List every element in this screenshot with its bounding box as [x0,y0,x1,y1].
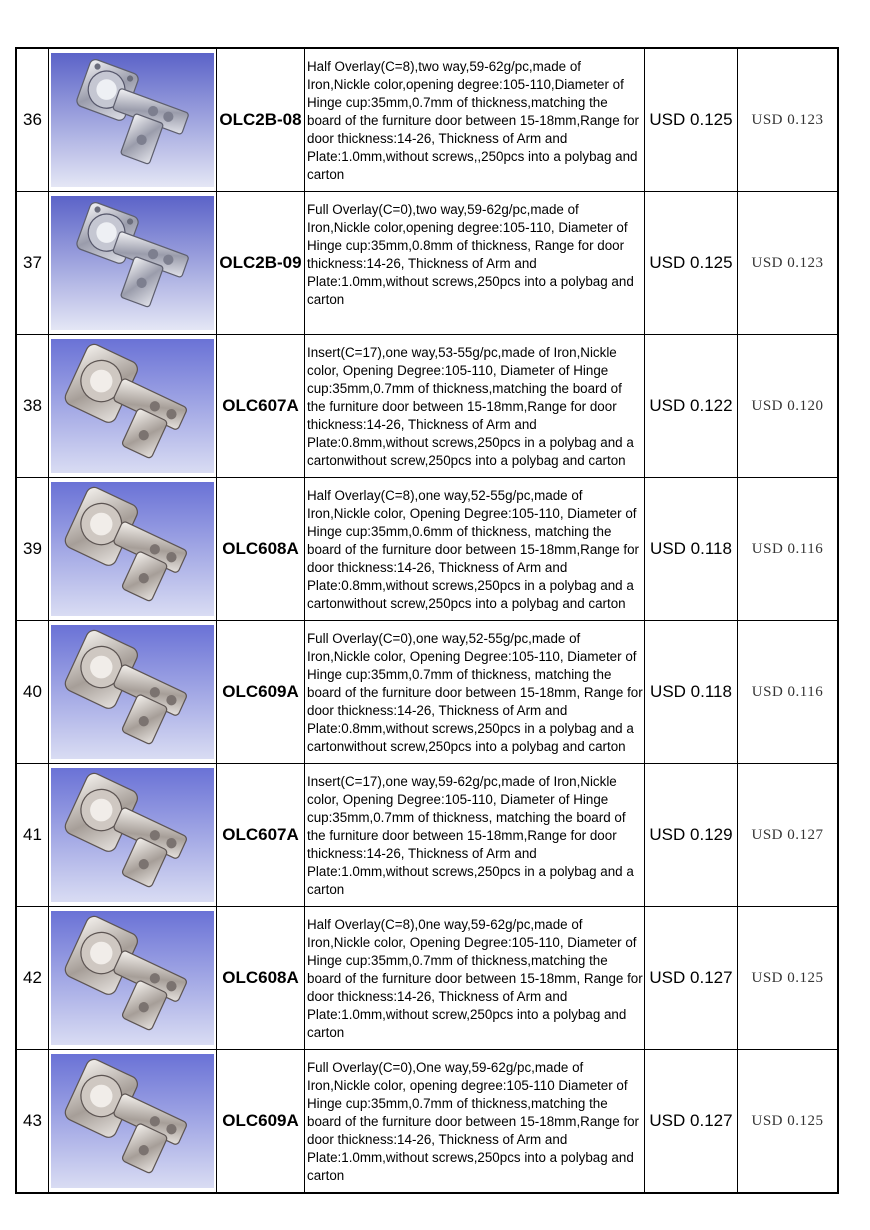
table-row [17,478,839,621]
product-code: OLC608A [217,907,305,1049]
price-usd-alt: USD 0.127 [738,764,839,906]
price-usd: USD 0.127 [645,907,738,1049]
product-photo [49,764,217,906]
product-photo [49,49,217,191]
product-photo [49,478,217,620]
hinge-photo-icon [51,53,214,187]
item-number: 37 [17,192,49,334]
table-row [17,192,839,335]
hinge-photo-icon [51,339,214,473]
product-photo [49,192,217,334]
price-usd: USD 0.125 [645,192,738,334]
product-price-table [15,47,839,1194]
product-code: OLC607A [217,764,305,906]
product-code: OLC2B-09 [217,192,305,334]
product-description: Full Overlay(C=0),one way,52-55g/pc,made of Iron,Nickle color, Opening Degree:105-110, Diameter of Hinge cup:35mm,0.7mm of thickness, matching the board of the furniture door between 15-18mm, Range for door thickness:14-26, Thickness of Arm and Plate:0.8mm,without screws,250pcs in a polybag and a cartonwithout screw,250pcs into a polybag and carton [305,621,645,763]
item-number: 40 [17,621,49,763]
product-description: Insert(C=17),one way,59-62g/pc,made of Iron,Nickle color, Opening Degree:105-110, Diameter of Hinge cup:35mm,0.7mm of thickness, matching the board of the furniture door between 15-18mm,Range for door thickness:14-26, Thickness of Arm and Plate:1.0mm,without screws,250pcs in a polybag and a carton [305,764,645,906]
product-description: Half Overlay(C=8),0ne way,59-62g/pc,made of Iron,Nickle color, Opening Degree:105-110, Diameter of Hinge cup:35mm,0.7mm of thickness,matching the board of the furniture door between 15-18mm, Range for door thickness:14-26, Thickness of Arm and Plate:1.0mm,without screw,250pcs into a polybag and carton [305,907,645,1049]
price-usd-alt: USD 0.123 [738,49,839,191]
product-photo [49,907,217,1049]
hinge-photo-icon [51,911,214,1045]
hinge-photo-icon [51,482,214,616]
table-row [17,335,839,478]
price-usd-alt: USD 0.116 [738,478,839,620]
table-row [17,1050,839,1194]
table-row [17,907,839,1050]
item-number: 43 [17,1050,49,1192]
hinge-photo-icon [51,1054,214,1188]
price-usd: USD 0.118 [645,478,738,620]
product-code: OLC2B-08 [217,49,305,191]
product-description: Full Overlay(C=0),One way,59-62g/pc,made of Iron,Nickle color, opening degree:105-110 Diameter of Hinge cup:35mm,0.7mm of thickness,matching the board of the furniture door between 15-18mm,Range for door thickness:14-26, Thickness of Arm and Plate:1.0mm,without screws,250pcs into a polybag and carton [305,1050,645,1192]
price-usd: USD 0.127 [645,1050,738,1192]
table-row [17,621,839,764]
product-description: Half Overlay(C=8),two way,59-62g/pc,made of Iron,Nickle color,opening degree:105-110,Diameter of Hinge cup:35mm,0.7mm of thickness,matching the board of the furniture door between 15-18mm,Range for door thickness:14-26, Thickness of Arm and Plate:1.0mm,without screws,,250pcs into a polybag and carton [305,49,645,191]
price-usd: USD 0.118 [645,621,738,763]
table-row [17,764,839,907]
table-row [17,49,839,192]
product-code: OLC609A [217,621,305,763]
item-number: 36 [17,49,49,191]
product-photo [49,621,217,763]
price-usd-alt: USD 0.123 [738,192,839,334]
price-usd: USD 0.129 [645,764,738,906]
price-usd: USD 0.125 [645,49,738,191]
item-number: 39 [17,478,49,620]
price-usd-alt: USD 0.116 [738,621,839,763]
product-code: OLC609A [217,1050,305,1192]
hinge-photo-icon [51,768,214,902]
product-code: OLC607A [217,335,305,477]
price-usd-alt: USD 0.120 [738,335,839,477]
product-photo [49,1050,217,1192]
hinge-photo-icon [51,196,214,330]
product-description: Half Overlay(C=8),one way,52-55g/pc,made of Iron,Nickle color, Opening Degree:105-110, Diameter of Hinge cup:35mm,0.6mm of thickness, matching the board of the furniture door between 15-18mm,Range for door thickness:14-26, Thickness of Arm and Plate:0.8mm,without screws,250pcs in a polybag and a cartonwithout screw,250pcs into a polybag and carton [305,478,645,620]
hinge-photo-icon [51,625,214,759]
product-description: Insert(C=17),one way,53-55g/pc,made of Iron,Nickle color, Opening Degree:105-110, Diameter of Hinge cup:35mm,0.7mm of thickness,matching the board of the furniture door between 15-18mm,Range for door thickness:14-26, Thickness of Arm and Plate:0.8mm,without screws,250pcs in a polybag and a cartonwithout screw,250pcs into a polybag and carton [305,335,645,477]
product-photo [49,335,217,477]
price-usd-alt: USD 0.125 [738,907,839,1049]
item-number: 41 [17,764,49,906]
item-number: 38 [17,335,49,477]
item-number: 42 [17,907,49,1049]
product-description: Full Overlay(C=0),two way,59-62g/pc,made of Iron,Nickle color,opening degree:105-110, Diameter of Hinge cup:35mm,0.8mm of thickness, Range for door thickness:14-26, Thickness of Arm and Plate:1.0mm,without screws,250pcs into a polybag and carton [305,192,645,334]
product-code: OLC608A [217,478,305,620]
price-usd-alt: USD 0.125 [738,1050,839,1192]
price-usd: USD 0.122 [645,335,738,477]
